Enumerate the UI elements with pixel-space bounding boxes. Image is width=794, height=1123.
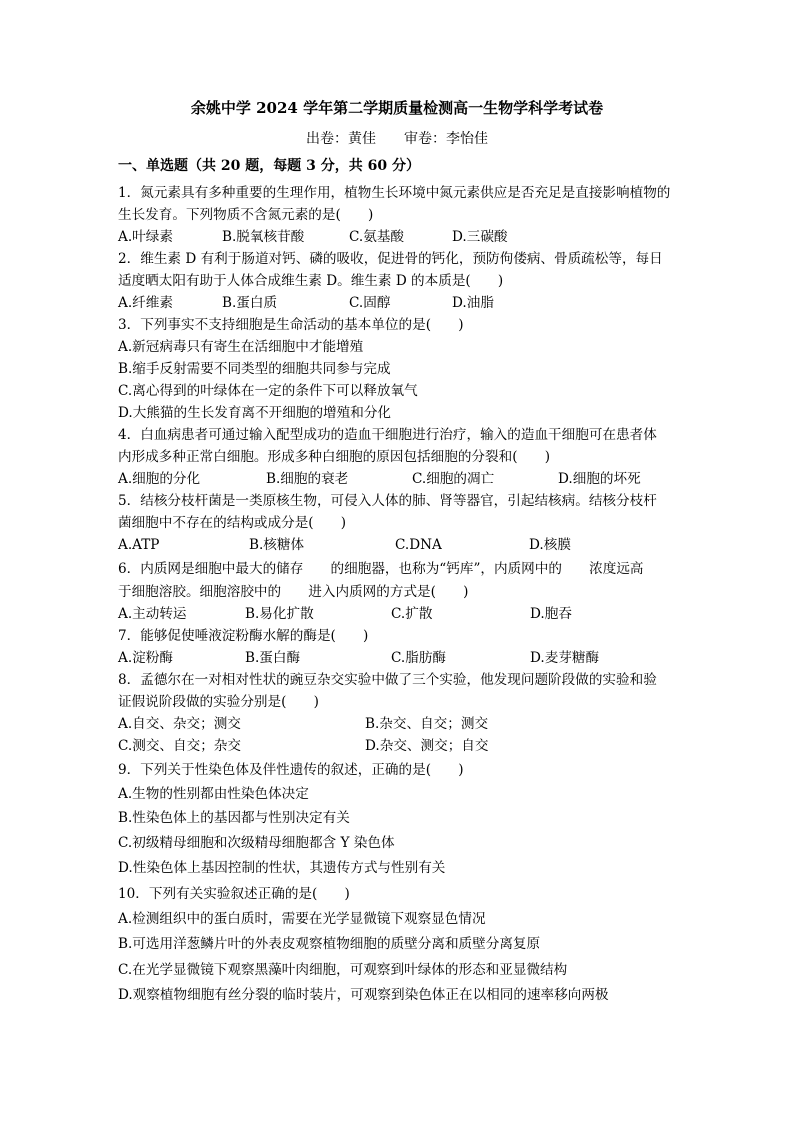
question-9-option-b: B.性染色体上的基因都与性别决定有关	[118, 810, 350, 826]
question-8-line-1: 8．孟德尔在一对相对性状的豌豆杂交实验中做了三个实验，他发现问题阶段做的实验和验	[118, 672, 657, 688]
question-2-option-a: A.纤维素	[118, 295, 173, 311]
question-8-option-b: B.杂交、自交；测交	[365, 716, 489, 732]
question-7-option-a: A.淀粉酶	[118, 650, 173, 666]
question-2-option-c: C.固醇	[349, 295, 391, 311]
question-7-option-b: B.蛋白酶	[245, 650, 301, 666]
exam-title: 余姚中学 2024 学年第二学期质量检测高一生物学科学考试卷	[190, 99, 604, 117]
question-2-option-d: D.油脂	[452, 295, 494, 311]
question-6-line-2: 于细胞溶胶。细胞溶胶中的 进入内质网的方式是( )	[118, 584, 469, 600]
question-5-line-2: 菌细胞中不存在的结构或成分是( )	[118, 515, 347, 531]
question-10-option-a: A.检测组织中的蛋白质时，需要在光学显微镜下观察显色情况	[118, 911, 486, 927]
question-1-option-d: D.三碳酸	[452, 229, 508, 245]
question-1-line-2: 生长发育。下列物质不含氮元素的是( )	[118, 207, 374, 223]
question-7-line-1: 7．能够促使唾液淀粉酶水解的酶是( )	[118, 628, 369, 644]
question-5-option-b: B.核糖体	[249, 537, 305, 553]
question-10-line-1: 10．下列有关实验叙述正确的是( )	[118, 886, 350, 902]
question-7-option-d: D.麦芽糖酶	[530, 650, 600, 666]
author: 出卷：黄佳	[306, 131, 376, 147]
question-1-option-b: B.脱氧核苷酸	[222, 229, 305, 245]
question-3-option-a: A.新冠病毒只有寄生在活细胞中才能增殖	[118, 339, 364, 355]
question-3-option-d: D.大熊猫的生长发育离不开细胞的增殖和分化	[118, 405, 392, 421]
question-4-option-d: D.细胞的坏死	[558, 471, 641, 487]
question-9-line-1: 9．下列关于性染色体及伴性遗传的叙述，正确的是( )	[118, 762, 464, 778]
question-10-option-d: D.观察植物细胞有丝分裂的临时装片，可观察到染色体正在以相同的速率移向两极	[118, 987, 609, 1003]
question-9-option-d: D.性染色体上基因控制的性状，其遗传方式与性别有关	[118, 860, 446, 876]
question-5-option-c: C.DNA	[395, 537, 442, 553]
question-8-option-c: C.测交、自交；杂交	[118, 738, 241, 754]
section-heading: 一、单选题（共 20 题，每题 3 分，共 60 分）	[118, 158, 420, 174]
question-3-option-b: B.缩手反射需要不同类型的细胞共同参与完成	[118, 361, 391, 377]
question-7-option-c: C.脂肪酶	[391, 650, 447, 666]
question-6-option-d: D.胞吞	[530, 606, 572, 622]
question-3-line-1: 3．下列事实不支持细胞是生命活动的基本单位的是( )	[118, 317, 464, 333]
question-8-option-a: A.自交、杂交；测交	[118, 716, 241, 732]
author-line	[0, 129, 794, 149]
question-6-option-a: A.主动转运	[118, 606, 187, 622]
question-6-option-c: C.扩散	[391, 606, 433, 622]
question-5-option-a: A.ATP	[118, 537, 160, 553]
question-10-option-b: B.可选用洋葱鳞片叶的外表皮观察植物细胞的质壁分离和质壁分离复原	[118, 936, 541, 952]
question-4-option-c: C.细胞的凋亡	[412, 471, 495, 487]
question-9-option-a: A.生物的性别都由性染色体决定	[118, 786, 309, 802]
question-6-option-b: B.易化扩散	[245, 606, 314, 622]
question-8-line-2: 证假说阶段做的实验分别是( )	[118, 694, 319, 710]
question-9-option-c: C.初级精母细胞和次级精母细胞都含 Y 染色体	[118, 835, 395, 851]
question-4-option-b: B.细胞的衰老	[266, 471, 349, 487]
question-2-line-1: 2．维生素 D 有利于肠道对钙、磷的吸收，促进骨的钙化，预防佝偻病、骨质疏松等，每日	[118, 251, 663, 267]
question-4-line-1: 4．白血病患者可通过输入配型成功的造血干细胞进行治疗，输入的造血干细胞可在患者体	[118, 427, 657, 443]
question-2-line-2: 适度晒太阳有助于人体合成维生素 D。维生素 D 的本质是( )	[118, 273, 504, 289]
question-10-option-c: C.在光学显微镜下观察黑藻叶肉细胞，可观察到叶绿体的形态和亚显微结构	[118, 962, 568, 978]
question-1-option-c: C.氨基酸	[349, 229, 405, 245]
question-3-option-c: C.离心得到的叶绿体在一定的条件下可以释放氧气	[118, 383, 418, 399]
question-1-line-1: 1．氮元素具有多种重要的生理作用，植物生长环境中氮元素供应是否充足是直接影响植物的	[118, 185, 671, 201]
question-5-line-1: 5．结核分枝杆菌是一类原核生物，可侵入人体的肺、肾等器官，引起结核病。结核分枝杆	[118, 493, 657, 509]
question-6-line-1: 6．内质网是细胞中最大的储存 的细胞器，也称为“钙库”，内质网中的 浓度远高	[118, 561, 644, 577]
question-4-line-2: 内形成多种正常白细胞。形成多种白细胞的原因包括细胞的分裂和( )	[118, 449, 551, 465]
question-8-option-d: D.杂交、测交；自交	[365, 738, 489, 754]
question-5-option-d: D.核膜	[529, 537, 571, 553]
reviewer: 审卷：李怡佳	[404, 131, 488, 147]
question-2-option-b: B.蛋白质	[222, 295, 278, 311]
question-4-option-a: A.细胞的分化	[118, 471, 201, 487]
question-1-option-a: A.叶绿素	[118, 229, 173, 245]
